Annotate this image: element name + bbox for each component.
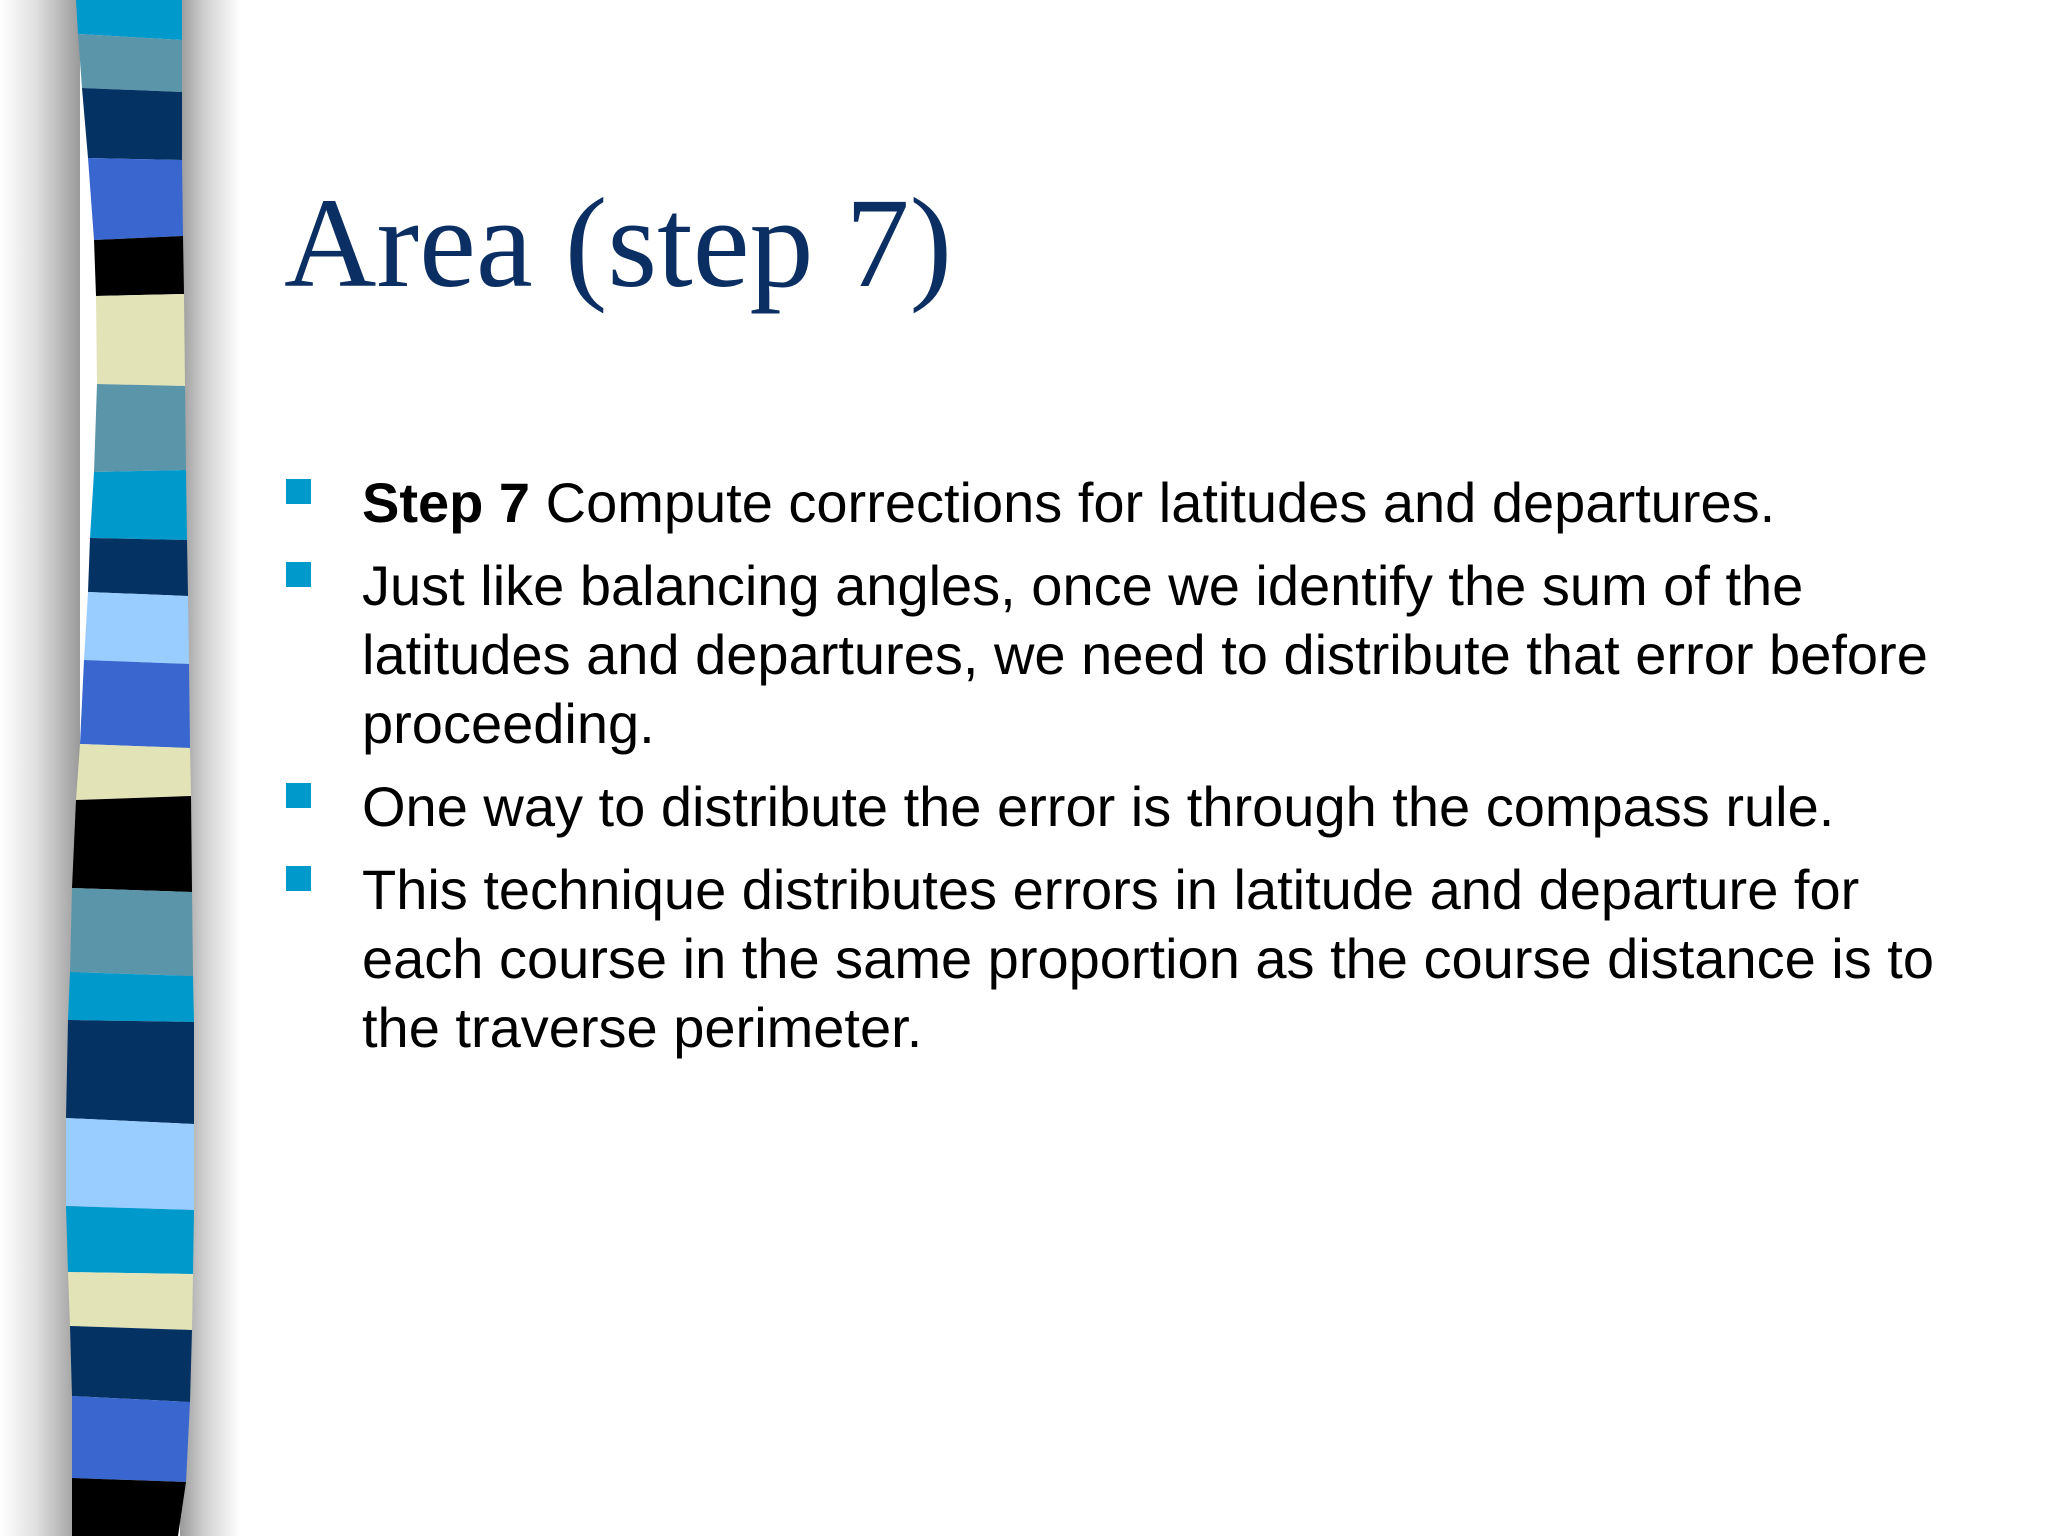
slide-title: Area (step 7) <box>284 172 953 314</box>
bullet-item <box>284 772 1984 841</box>
bullet-text: One way to distribute the error is through the compass rule. <box>362 775 1835 838</box>
stripe <box>72 796 192 892</box>
stripe <box>72 1478 186 1536</box>
stripe <box>68 972 194 1022</box>
bullet-lead: Step 7 <box>362 471 531 534</box>
stripe <box>72 1396 190 1482</box>
stripe <box>88 538 188 596</box>
stripe <box>76 744 191 800</box>
stripe <box>70 888 193 976</box>
stripe <box>76 0 182 40</box>
bullet-text: This technique distributes errors in latitude and departure for each course in the same proportion as the course distance is to the traverse perimeter. <box>362 858 1934 1059</box>
stripe <box>88 158 183 240</box>
stripe <box>82 88 182 160</box>
stripe <box>94 384 186 472</box>
square-bullet-icon <box>286 866 311 891</box>
bullet-item <box>284 855 1984 1062</box>
decorative-stripe-column <box>0 0 240 1536</box>
stripe <box>78 34 182 92</box>
stripe <box>96 294 185 386</box>
stripe <box>70 1326 192 1402</box>
stripe <box>66 1020 194 1124</box>
stripe <box>66 1118 194 1210</box>
stripe <box>66 1206 194 1274</box>
stripe <box>94 236 184 296</box>
square-bullet-icon <box>286 562 311 587</box>
stripe <box>68 1272 193 1330</box>
bullet-list <box>284 468 1984 1076</box>
bullet-text: Compute corrections for latitudes and departures. <box>530 471 1776 534</box>
stripe <box>90 470 187 540</box>
stripe <box>84 592 189 664</box>
bullet-item <box>284 468 1984 537</box>
stripe <box>80 660 190 748</box>
square-bullet-icon <box>286 479 311 504</box>
bullet-item <box>284 551 1984 758</box>
bullet-text: Just like balancing angles, once we identify the sum of the latitudes and departures, we need to distribute that error before proceeding. <box>362 554 1928 755</box>
square-bullet-icon <box>286 783 311 808</box>
